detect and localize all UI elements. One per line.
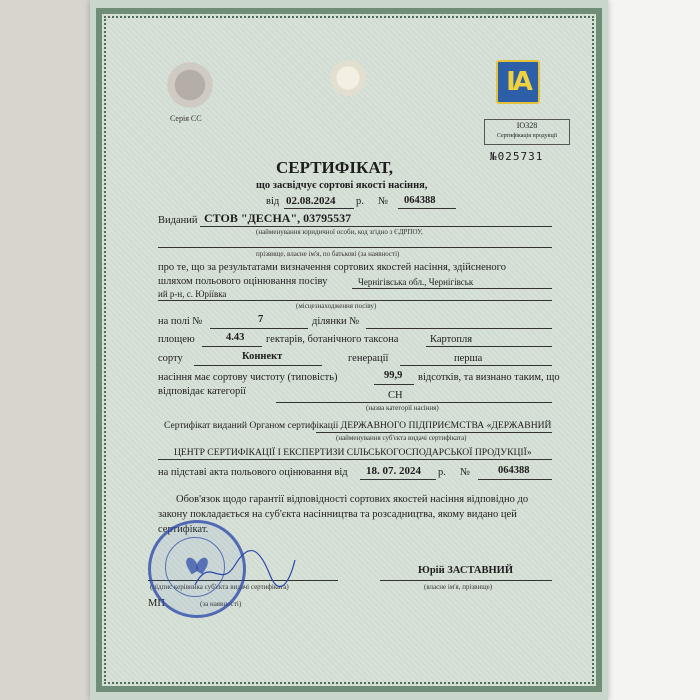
issued-label: Виданий — [158, 215, 198, 226]
issued-caption: (найменування юридичної особи, код згідно з ЄДРПОУ, — [256, 228, 423, 236]
result-line-2: шляхом польового оцінювання посіву — [158, 276, 328, 287]
certificate-subtitle: що засвідчує сортові якості насіння, — [256, 180, 428, 191]
person-caption: прізвище, власне ім'я, по батькові (за наявності) — [256, 250, 400, 258]
generation-label: генерації — [348, 353, 389, 364]
act-date: 18. 07. 2024 — [366, 465, 421, 477]
act-date-suffix: р. — [438, 467, 446, 478]
category-underline — [276, 402, 552, 403]
certificate-title: СЕРТИФІКАТ, — [276, 158, 393, 177]
registration-code: IO328 — [516, 121, 538, 130]
issuer-underline-2 — [158, 459, 552, 460]
issuer-caption: (найменування суб'єкта видачі сертифіката) — [336, 434, 467, 442]
purity-value: 99,9 — [384, 370, 403, 381]
category-caption: (назва категорії насіння) — [366, 404, 439, 412]
seal-caption: (за наявності) — [200, 600, 242, 608]
location-caption: (місцезнаходження посіву) — [296, 302, 377, 310]
date-suffix: р. — [356, 196, 364, 207]
act-date-underline — [360, 479, 436, 480]
signature-caption: (підпис керівника суб'єкта видачі сертифіката) — [150, 583, 289, 591]
serial-number: №025731 — [490, 150, 544, 163]
registration-caption: Сертифікація продукції — [496, 133, 558, 139]
field-label: на полі № — [158, 316, 203, 327]
result-line-1: про те, що за результатами визначення сортових якостей насіння, здійсненого — [158, 262, 506, 273]
issued-value: СТОВ "ДЕСНА", 03795537 — [204, 211, 352, 225]
act-label: на підставі акта польового оцінювання від — [158, 467, 348, 478]
seal-label: МП — [148, 598, 165, 609]
certificate-number: 064388 — [404, 195, 436, 206]
field-value: 7 — [258, 314, 264, 325]
number-underline — [398, 208, 456, 209]
variety-underline — [194, 365, 322, 366]
obligation-line-1: Обов'язок щодо гарантії відповідності сортових якостей насіння відповідно до — [176, 494, 529, 505]
purity-label: насіння має сортову чистоту (типовість) — [158, 372, 338, 383]
obligation-line-3: сертифікат. — [158, 524, 209, 535]
purity-underline — [374, 384, 414, 385]
taxon-underline — [426, 346, 552, 347]
area-underline — [202, 346, 262, 347]
issuer-line: Сертифікат виданий Органом сертифікації ДЕРЖАВНОГО ПІДПРИЄМСТВА «ДЕРЖАВНИЙ — [164, 420, 552, 431]
person-underline — [158, 247, 552, 248]
location-value-1: Чернігівська обл., Чернігівськ — [358, 277, 474, 287]
location-underline-2 — [158, 300, 552, 301]
act-number: 064388 — [498, 465, 530, 476]
background-left — [0, 0, 92, 700]
date-prefix: від — [266, 196, 280, 207]
area-label: площею — [158, 334, 195, 345]
series-label: Серія СС — [170, 114, 202, 123]
generation-underline — [400, 365, 552, 366]
seal-emblem-icon — [162, 60, 218, 110]
issued-underline — [200, 226, 552, 227]
generation-value: перша — [454, 353, 483, 364]
registration-box — [484, 119, 570, 145]
issuer-line-2: ЦЕНТР СЕРТИФІКАЦІЇ І ЕКСПЕРТИЗИ СІЛЬСЬКОГОСПОДАРСЬКОЇ ПРОДУКЦІЇ» — [174, 447, 532, 458]
name-underline — [380, 580, 552, 581]
date-underline — [284, 208, 354, 209]
taxon-value: Картопля — [430, 334, 473, 345]
variety-label: сорту — [158, 353, 183, 364]
signer-name: Юрій ЗАСТАВНИЙ — [418, 565, 514, 576]
watermark-emblem-icon — [330, 60, 366, 96]
plot-label: ділянки № — [312, 316, 360, 327]
ia-logo-icon: IA — [496, 60, 540, 104]
category-value: СН — [388, 390, 403, 401]
obligation-line-2: закону покладається на суб'єкта насінництва та розсадництва, якому видано цей — [158, 509, 517, 520]
name-caption: (власне ім'я, прізвище) — [424, 583, 493, 591]
act-number-prefix: № — [460, 467, 471, 478]
area-value: 4.43 — [226, 332, 245, 343]
category-label: відповідає категорії — [158, 386, 247, 397]
plot-underline — [366, 328, 552, 329]
location-value-2: ий р-н, с. Юріївка — [158, 289, 227, 299]
certificate-sheet — [90, 0, 608, 700]
variety-value: Коннект — [242, 351, 283, 362]
purity-suffix: відсотків, та визнано таким, що — [418, 372, 560, 383]
signature-scribble-icon — [190, 545, 300, 595]
background-right — [608, 0, 700, 700]
number-prefix: № — [378, 196, 389, 207]
field-underline — [210, 328, 308, 329]
issue-date: 02.08.2024 — [286, 195, 336, 207]
location-underline-1 — [352, 288, 552, 289]
issuer-underline — [316, 432, 552, 433]
act-number-underline — [478, 479, 552, 480]
area-suffix: гектарів, ботанічного таксона — [266, 334, 399, 345]
